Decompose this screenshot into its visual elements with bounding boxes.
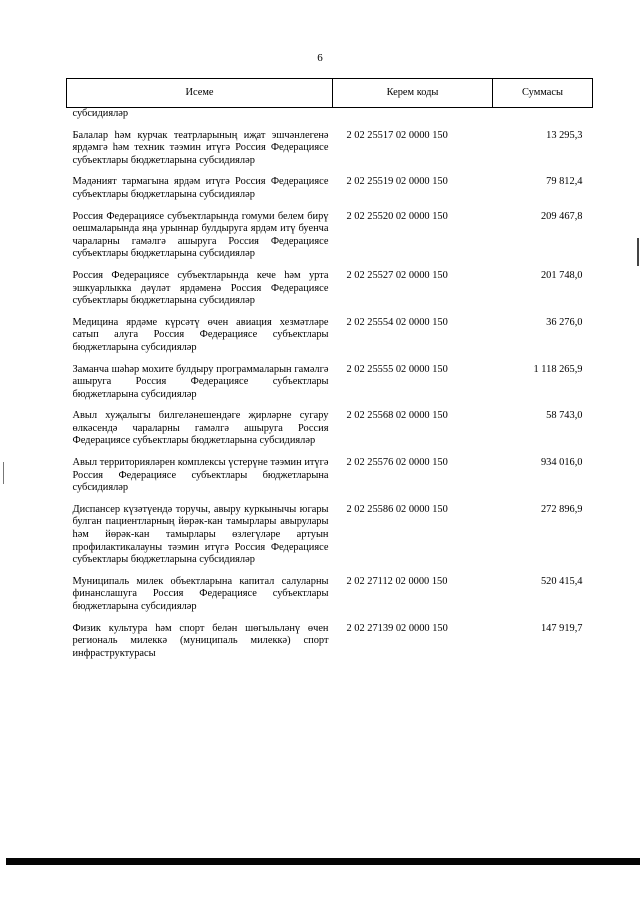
row-sum: 147 919,7 <box>540 622 583 634</box>
row-sum: 13 295,3 <box>546 129 583 141</box>
row-name: Медицина ярдәме күрсәтү өчен авиация хезмәтләре сатып алуга Россия Федерациясе субъектлары бюджетларына субсидияләр <box>72 316 329 353</box>
header-name: Исеме <box>67 79 333 108</box>
scan-edge-bar <box>6 858 640 865</box>
table-header-row <box>67 79 593 108</box>
row-name: Муниципаль милек объектларына капитал салуларны финанслашуга Россия Федерациясе субъектлары бюджетларына субсидияләр <box>72 575 329 612</box>
row-sum: 934 016,0 <box>540 457 583 469</box>
table-row-continued <box>67 108 593 121</box>
row-code: 2 02 25520 02 0000 150 <box>346 210 448 222</box>
row-name: Диспансер күзәтүендә торучы, авыру куркынычы югары булган пациентларның йөрәк-кан тамырлары авырулары һәм йөрәк-кан тамырлары өзлегүләре артуын профилактикалауны тәэмин итүгә Россия Федерациясе субъектлары бюджетларына субсидияләр <box>72 503 329 566</box>
row-sum: 201 748,0 <box>540 269 583 281</box>
row-code: 2 02 25554 02 0000 150 <box>346 316 448 328</box>
row-sum: 1 118 265,9 <box>533 363 583 375</box>
row-sum: 520 415,4 <box>540 575 583 587</box>
table-row <box>67 495 593 567</box>
row-sum: 58 743,0 <box>546 410 583 422</box>
table-row <box>67 614 593 661</box>
row-name: Физик культура һәм спорт белән шөгыльләнү өчен региональ милеккә (муниципаль милеккә) спорт инфраструктурасы <box>72 622 329 659</box>
header-sum: Суммасы <box>493 79 593 108</box>
budget-table <box>66 78 593 660</box>
row-name: Мәдәният тармагына ярдәм итүгә Россия Федерациясе субъектлары бюджетларына субсидияләр <box>72 176 329 200</box>
table-row <box>67 121 593 168</box>
row-name: Авыл территорияләрен комплексы үстерүне тәэмин итүгә Россия Федерациясе субъектлары бюджетларына субсидияләр <box>72 457 329 494</box>
row-name: Заманча шәһәр мохите булдыру программаларын гамәлгә ашыруга Россия Федерациясе субъектлары бюджетларына субсидияләр <box>72 363 329 400</box>
table-row <box>67 167 593 201</box>
table-row <box>67 261 593 308</box>
row-code: 2 02 25519 02 0000 150 <box>346 176 448 188</box>
row-code: 2 02 25586 02 0000 150 <box>346 503 448 515</box>
row-name: Авыл хуҗалыгы билгеләнешендәге җирләрне сугару өлкәсендә чараларны гамәлгә ашыруга Россия Федерациясе субъектлары бюджетларына субсидияләр <box>72 410 329 447</box>
row-code: 2 02 25517 02 0000 150 <box>346 129 448 141</box>
page-number: 6 <box>317 52 323 64</box>
scan-mark-left <box>3 462 4 484</box>
row-sum: 36 276,0 <box>546 316 583 328</box>
continued-text: субсидияләр <box>72 108 129 119</box>
table-row <box>67 308 593 355</box>
table-row <box>67 355 593 402</box>
row-name: Балалар һәм курчак театрларының иҗат эшчәнлегенә ярдәмгә һәм техник тәэмин итүгә Россия Федерациясе субъектлары бюджетларына субсидияләр <box>72 129 329 166</box>
row-sum: 209 467,8 <box>540 210 583 222</box>
scan-mark-right <box>637 238 639 266</box>
row-sum: 272 896,9 <box>540 503 583 515</box>
table-row <box>67 401 593 448</box>
table-row <box>67 567 593 614</box>
table-row <box>67 202 593 261</box>
table-row <box>67 448 593 495</box>
header-code: Керем коды <box>333 79 493 108</box>
row-code: 2 02 25576 02 0000 150 <box>346 457 448 469</box>
row-sum: 79 812,4 <box>546 176 583 188</box>
row-code: 2 02 27139 02 0000 150 <box>346 622 448 634</box>
row-code: 2 02 27112 02 0000 150 <box>346 575 448 587</box>
row-code: 2 02 25555 02 0000 150 <box>346 363 448 375</box>
row-code: 2 02 25527 02 0000 150 <box>346 269 448 281</box>
row-name: Россия Федерациясе субъектларында кече һәм урта эшкуарлыкка дәүләт ярдәменә Россия Федерациясе субъектлары бюджетларына субсидияләр <box>72 269 329 307</box>
row-name: Россия Федерациясе субъектларында гомуми белем бирү оешмаларында яңа урыннар булдыруга ярдәм итү буенча чараларны гамәлгә ашыруга Россия Федерациясе субъектлары бюджетларына субсидияләр <box>72 210 329 260</box>
row-code: 2 02 25568 02 0000 150 <box>346 410 448 422</box>
